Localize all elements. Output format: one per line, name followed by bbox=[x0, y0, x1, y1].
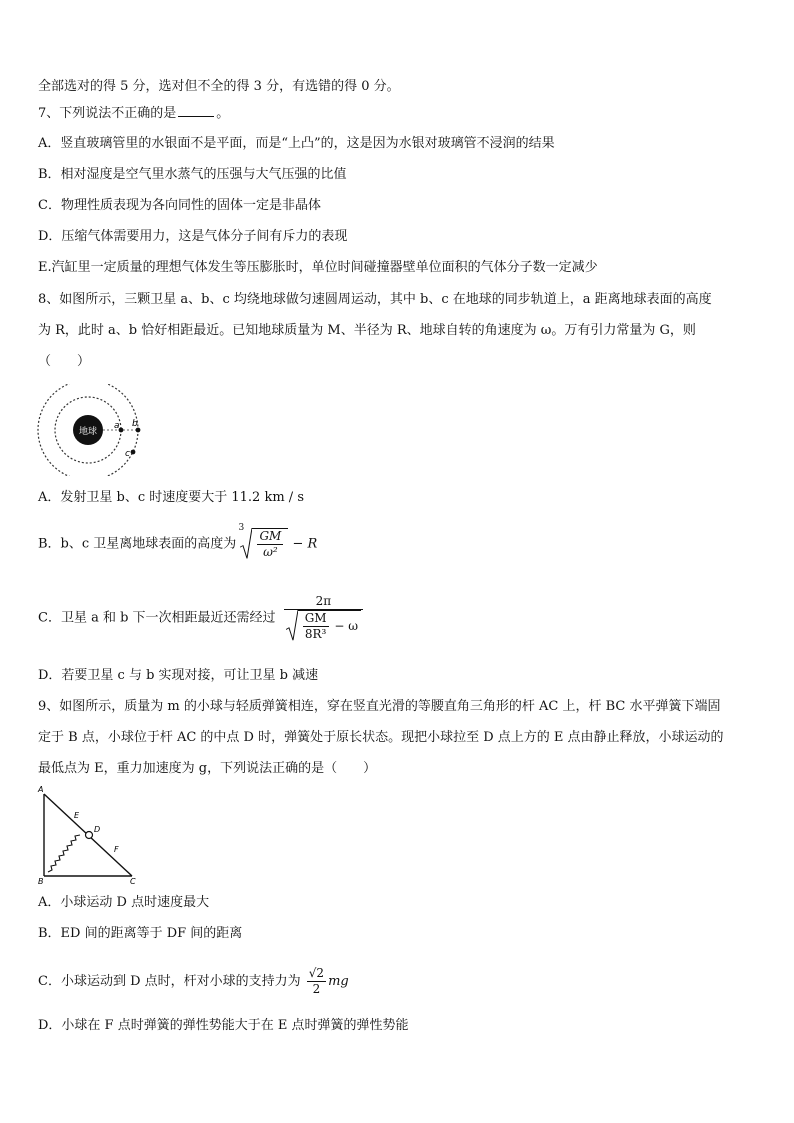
q9-c-numerator: √2 bbox=[308, 966, 325, 980]
q7-option-d: D．压缩气体需要用力，这是气体分子间有斥力的表现 bbox=[38, 229, 348, 244]
q8-option-c-prefix: C．卫星 a 和 b 下一次相距最近还需经过 bbox=[38, 610, 276, 626]
q7-stem-suffix: 。 bbox=[216, 106, 230, 121]
q9-option-c bbox=[38, 966, 349, 997]
q8-option-d: D．若要卫星 c 与 b 实现对接，可让卫星 b 减速 bbox=[38, 668, 319, 683]
q9-option-c-prefix: C．小球运动到 D 点时，杆对小球的支持力为 bbox=[38, 974, 301, 989]
label-B: B bbox=[38, 877, 44, 886]
satellite-c bbox=[131, 450, 136, 455]
q7-option-e: E.汽缸里一定质量的理想气体发生等压膨胀时，单位时间碰撞器壁单位面积的气体分子数一定减少 bbox=[38, 260, 598, 275]
q8-c-fraction bbox=[284, 594, 363, 642]
label-b: b bbox=[132, 419, 138, 429]
q8-option-b bbox=[38, 523, 318, 560]
label-c: c bbox=[125, 449, 130, 459]
q8-b-denominator: ω² bbox=[263, 545, 278, 559]
q9-option-b: B．ED 间的距离等于 DF 间的距离 bbox=[38, 926, 243, 941]
q7-answer-blank bbox=[178, 104, 214, 117]
label-A: A bbox=[38, 785, 44, 794]
q8-stem-line3: （ ） bbox=[38, 354, 91, 369]
q7-option-c: C．物理性质表现为各向同性的固体一定是非晶体 bbox=[38, 198, 321, 213]
q9-option-d: D．小球在 F 点时弹簧的弹性势能大于在 E 点时弹簧的弹性势能 bbox=[38, 1018, 409, 1033]
ball-d bbox=[86, 832, 93, 839]
root-index: 3 bbox=[238, 523, 245, 533]
label-F: F bbox=[114, 845, 119, 854]
q8-stem-line2: 为 R，此时 a、b 恰好相距最近。已知地球质量为 M、半径为 R、地球自转的角速度为 ω。万有引力常量为 G，则 bbox=[38, 323, 696, 338]
q8-c-radical bbox=[286, 610, 361, 642]
q9-option-c-tail: mg bbox=[328, 974, 349, 989]
q9-stem-line2: 定于 B 点，小球位于杆 AC 的中点 D 时，弹簧处于原长状态。现把小球拉至 D 点上方的 E 点由静止释放，小球运动的 bbox=[38, 730, 724, 745]
q7-option-a: A．竖直玻璃管里的水银面不是平面，而是“上凸”的，这是因为水银对玻璃管不浸润的结果 bbox=[38, 136, 555, 151]
intro-text: 全部选对的得 5 分，选对但不全的得 3 分，有选错的得 0 分。 bbox=[38, 79, 400, 94]
label-D: D bbox=[94, 825, 101, 834]
q8-b-numerator: GM bbox=[259, 529, 282, 543]
q8-c-inner-denominator: 8R³ bbox=[304, 627, 327, 641]
q8-option-b-tail: − R bbox=[292, 536, 318, 552]
q9-stem-line3: 最低点为 E，重力加速度为 g，下列说法正确的是（ ） bbox=[38, 761, 377, 776]
q8-b-radical bbox=[240, 528, 288, 560]
label-C: C bbox=[130, 877, 136, 886]
q8-c-numerator: 2π bbox=[284, 594, 363, 610]
q9-triangle-figure bbox=[34, 784, 146, 886]
earth-label: 地球 bbox=[78, 427, 98, 437]
spring bbox=[48, 835, 80, 872]
q7-stem bbox=[38, 104, 229, 123]
q8-option-a: A．发射卫星 b、c 时速度要大于 11.2 km / s bbox=[38, 490, 304, 505]
q8-option-b-prefix: B．b、c 卫星离地球表面的高度为 bbox=[38, 536, 237, 552]
q9-option-a: A．小球运动 D 点时速度最大 bbox=[38, 895, 210, 910]
q9-c-denominator: 2 bbox=[312, 982, 321, 996]
label-E: E bbox=[74, 811, 80, 820]
q8-c-inner-numerator: GM bbox=[304, 611, 327, 625]
q8-option-c bbox=[38, 594, 365, 642]
q8-c-inner-tail: − ω bbox=[334, 619, 359, 633]
q9-stem-line1: 9、如图所示，质量为 m 的小球与轻质弹簧相连，穿在竖直光滑的等腰直角三角形的杆 AC 上，杆 BC 水平弹簧下端固 bbox=[38, 699, 721, 714]
q8-stem-line1: 8、如图所示，三颗卫星 a、b、c 均绕地球做匀速圆周运动，其中 b、c 在地球的同步轨道上，a 距离地球表面的高度 bbox=[38, 292, 712, 307]
label-a: a bbox=[114, 421, 120, 431]
q7-stem-prefix: 7、下列说法不正确的是 bbox=[38, 106, 177, 121]
q8-orbit-figure bbox=[36, 384, 154, 476]
q7-option-b: B．相对湿度是空气里水蒸气的压强与大气压强的比值 bbox=[38, 167, 347, 182]
